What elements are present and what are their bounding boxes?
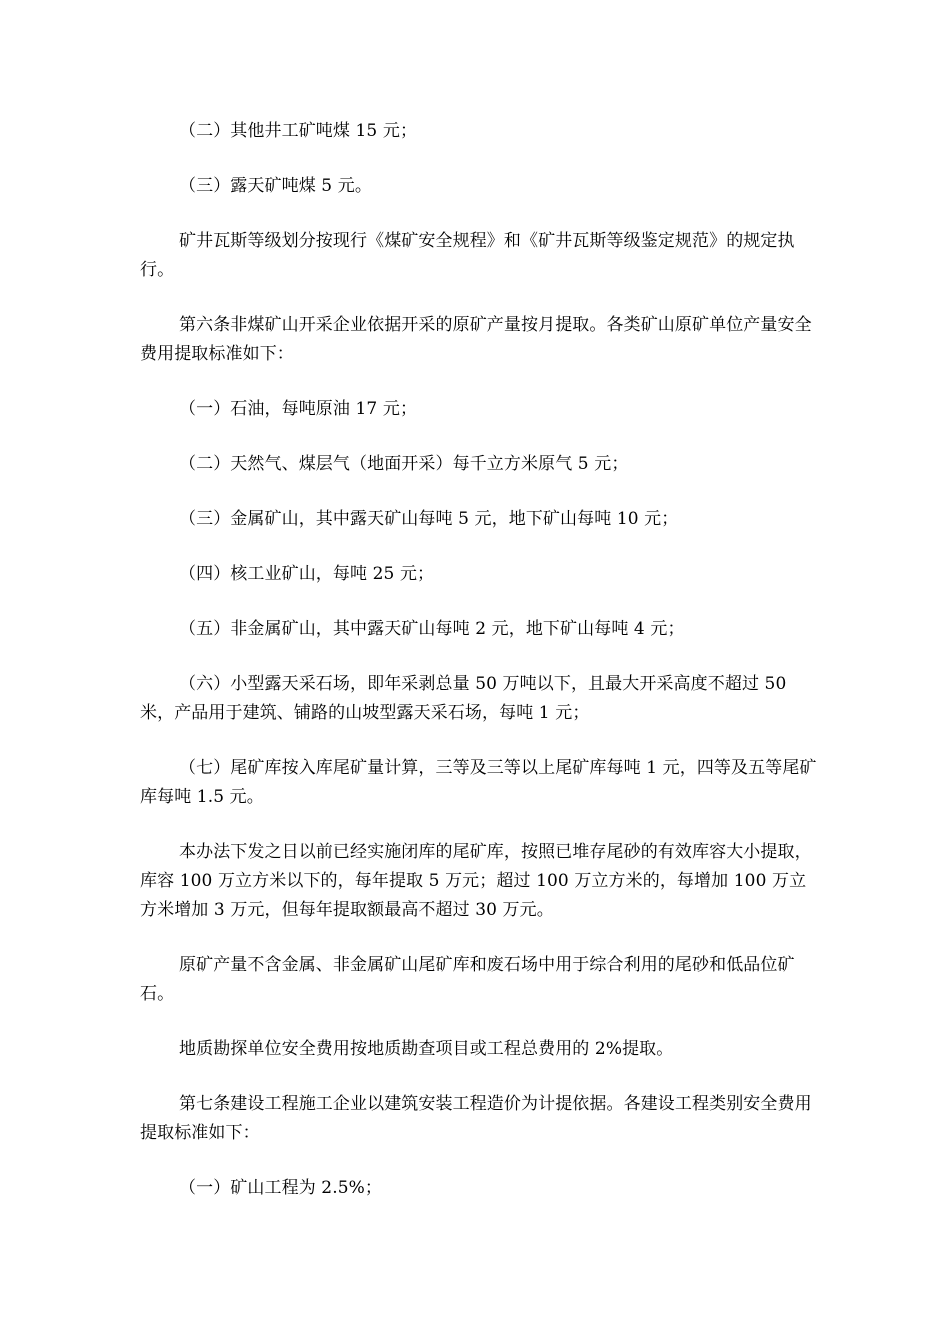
paragraph-article-6: 第六条非煤矿山开采企业依据开采的原矿产量按月提取。各类矿山原矿单位产量安全费用提取标准如下： (140, 315, 812, 364)
paragraph-tailings: （七）尾矿库按入库尾矿量计算，三等及三等以上尾矿库每吨 1 元，四等及五等尾矿库每吨 1.5 元。 (140, 758, 817, 807)
paragraph-nonmetal-mines: （五）非金属矿山，其中露天矿山每吨 2 元，地下矿山每吨 4 元； (179, 619, 685, 639)
paragraph-oil: （一）石油，每吨原油 17 元； (179, 399, 418, 419)
paragraph-gas-grading: 矿井瓦斯等级划分按现行《煤矿安全规程》和《矿井瓦斯等级鉴定规范》的规定执行。 (140, 231, 795, 280)
paragraph-metal-mines: （三）金属矿山，其中露天矿山每吨 5 元，地下矿山每吨 10 元； (179, 509, 679, 529)
paragraph-coal-underground: （二）其他井工矿吨煤 15 元； (179, 121, 418, 141)
paragraph-ore-output: 原矿产量不含金属、非金属矿山尾矿库和废石场中用于综合利用的尾砂和低品位矿石。 (140, 955, 795, 1004)
paragraph-mining-engineering: （一）矿山工程为 2.5%； (179, 1178, 382, 1198)
paragraph-article-7: 第七条建设工程施工企业以建筑安装工程造价为计提依据。各建设工程类别安全费用提取标准如下： (140, 1094, 812, 1143)
document-body (140, 117, 820, 1203)
paragraph-nuclear-mines: （四）核工业矿山，每吨 25 元； (179, 564, 435, 584)
paragraph-coal-open-pit: （三）露天矿吨煤 5 元。 (179, 176, 372, 196)
paragraph-geological-survey: 地质勘探单位安全费用按地质勘查项目或工程总费用的 2%提取。 (179, 1039, 674, 1059)
paragraph-quarry: （六）小型露天采石场，即年采剥总量 50 万吨以下，且最大开采高度不超过 50 米，产品用于建筑、铺路的山坡型露天采石场，每吨 1 元； (140, 674, 787, 723)
paragraph-closed-tailings: 本办法下发之日以前已经实施闭库的尾矿库，按照已堆存尾砂的有效库容大小提取，库容 100 万立方米以下的，每年提取 5 万元；超过 100 万立方米的，每增加 100 万立方米增加 3 万元，但每年提取额最高不超过 30 万元。 (140, 842, 812, 920)
paragraph-natural-gas: （二）天然气、煤层气（地面开采）每千立方米原气 5 元； (179, 454, 629, 474)
